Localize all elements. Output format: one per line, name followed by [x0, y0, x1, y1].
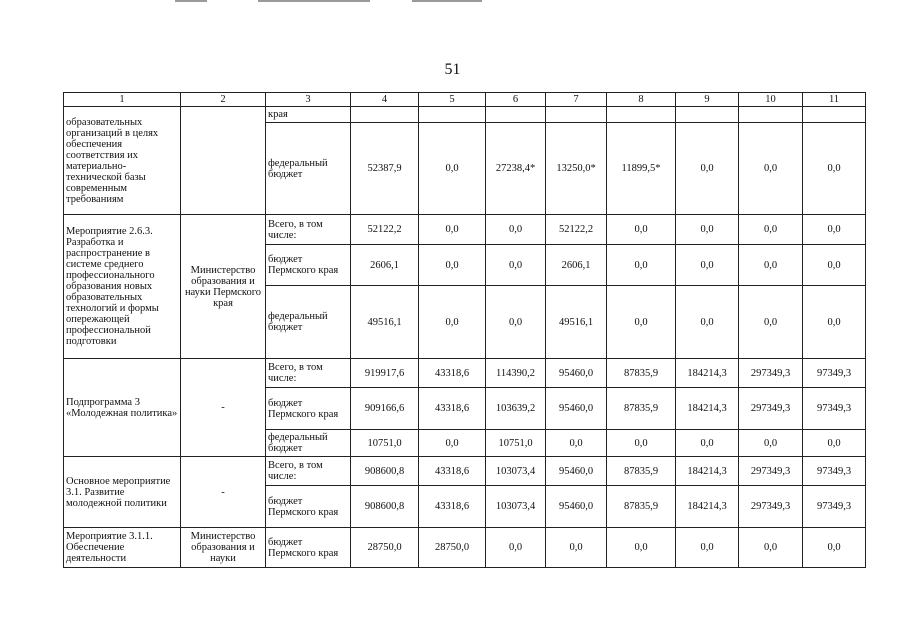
value-cell: 919917,6	[351, 359, 419, 388]
value-cell: 28750,0	[351, 528, 419, 568]
value-cell: 49516,1	[546, 286, 607, 359]
value-cell: 95460,0	[546, 359, 607, 388]
value-cell: 0,0	[739, 430, 803, 457]
measure-name-cell: Основное мероприятие 3.1. Развитие молодежной политики	[64, 457, 181, 528]
executor-cell: -	[181, 457, 266, 528]
value-cell: 184214,3	[676, 457, 739, 486]
funding-source-cell: Всего, в том числе:	[266, 457, 351, 486]
value-cell: 52122,2	[546, 215, 607, 245]
funding-source-cell: федеральный бюджет	[266, 286, 351, 359]
value-cell: 87835,9	[607, 388, 676, 430]
value-cell: 0,0	[419, 215, 486, 245]
value-cell: 0,0	[803, 123, 866, 215]
value-cell: 297349,3	[739, 486, 803, 528]
value-cell: 0,0	[739, 123, 803, 215]
value-cell: 0,0	[486, 245, 546, 286]
value-cell: 103073,4	[486, 486, 546, 528]
value-cell: 0,0	[486, 215, 546, 245]
page-number: 51	[444, 61, 461, 78]
funding-source-cell: бюджет Пермского края	[266, 245, 351, 286]
value-cell: 2606,1	[546, 245, 607, 286]
value-cell: 184214,3	[676, 486, 739, 528]
value-cell: 0,0	[607, 286, 676, 359]
executor-cell: Министерство образования и науки Пермского края	[181, 215, 266, 359]
value-cell: 0,0	[803, 286, 866, 359]
value-cell: 27238,4*	[486, 123, 546, 215]
executor-cell	[181, 107, 266, 215]
value-cell: 87835,9	[607, 359, 676, 388]
value-cell: 0,0	[803, 215, 866, 245]
value-cell: 0,0	[607, 528, 676, 568]
value-cell: 97349,3	[803, 359, 866, 388]
header-cell: 2	[181, 93, 266, 107]
header-cell: 9	[676, 93, 739, 107]
value-cell: 52122,2	[351, 215, 419, 245]
value-cell: 0,0	[676, 245, 739, 286]
funding-source-cell: Всего, в том числе:	[266, 359, 351, 388]
value-cell: 114390,2	[486, 359, 546, 388]
value-cell: 0,0	[607, 430, 676, 457]
value-cell: 52387,9	[351, 123, 419, 215]
header-cell: 8	[607, 93, 676, 107]
value-cell: 0,0	[546, 430, 607, 457]
measure-name-cell: образовательных организаций в целях обеспечения соответствия их материально-технической базы современным требованиям	[64, 107, 181, 215]
value-cell: 184214,3	[676, 388, 739, 430]
measure-name-cell: Мероприятие 2.6.3. Разработка и распространение в системе среднего профессионального образования новых образовательных технологий и формы опережающей профессиональной подготовки	[64, 215, 181, 359]
value-cell: 0,0	[676, 123, 739, 215]
value-cell: 97349,3	[803, 388, 866, 430]
value-cell: 43318,6	[419, 457, 486, 486]
value-cell: 0,0	[486, 528, 546, 568]
measure-name-cell: Мероприятие 3.1.1. Обеспечение деятельности	[64, 528, 181, 568]
value-cell: 95460,0	[546, 486, 607, 528]
value-cell: 0,0	[739, 286, 803, 359]
value-cell	[676, 107, 739, 123]
funding-source-cell: края	[266, 107, 351, 123]
funding-source-cell: бюджет Пермского края	[266, 528, 351, 568]
value-cell: 97349,3	[803, 457, 866, 486]
value-cell: 297349,3	[739, 359, 803, 388]
value-cell: 43318,6	[419, 359, 486, 388]
funding-source-cell: бюджет Пермского края	[266, 388, 351, 430]
value-cell: 297349,3	[739, 457, 803, 486]
value-cell	[607, 107, 676, 123]
value-cell: 0,0	[546, 528, 607, 568]
table-row	[64, 528, 866, 568]
value-cell: 49516,1	[351, 286, 419, 359]
header-cell: 1	[64, 93, 181, 107]
scan-artifact	[258, 0, 370, 2]
value-cell: 28750,0	[419, 528, 486, 568]
executor-cell: Министерство образования и науки	[181, 528, 266, 568]
value-cell: 43318,6	[419, 388, 486, 430]
value-cell: 13250,0*	[546, 123, 607, 215]
value-cell: 2606,1	[351, 245, 419, 286]
budget-table	[63, 92, 866, 568]
value-cell: 0,0	[676, 286, 739, 359]
value-cell: 184214,3	[676, 359, 739, 388]
value-cell: 0,0	[803, 528, 866, 568]
funding-source-cell: Всего, в том числе:	[266, 215, 351, 245]
header-cell: 10	[739, 93, 803, 107]
value-cell: 0,0	[419, 430, 486, 457]
value-cell: 10751,0	[351, 430, 419, 457]
value-cell: 87835,9	[607, 486, 676, 528]
value-cell: 297349,3	[739, 388, 803, 430]
value-cell: 10751,0	[486, 430, 546, 457]
value-cell	[739, 107, 803, 123]
value-cell: 0,0	[739, 528, 803, 568]
value-cell: 0,0	[676, 430, 739, 457]
value-cell: 0,0	[419, 245, 486, 286]
value-cell: 0,0	[803, 245, 866, 286]
value-cell	[546, 107, 607, 123]
value-cell: 0,0	[676, 215, 739, 245]
value-cell: 0,0	[676, 528, 739, 568]
value-cell: 103639,2	[486, 388, 546, 430]
header-cell: 6	[486, 93, 546, 107]
funding-source-cell: федеральный бюджет	[266, 430, 351, 457]
header-row	[64, 93, 866, 107]
header-cell: 3	[266, 93, 351, 107]
table-row	[64, 457, 866, 486]
executor-cell: -	[181, 359, 266, 457]
value-cell	[803, 107, 866, 123]
value-cell: 87835,9	[607, 457, 676, 486]
value-cell	[486, 107, 546, 123]
header-cell: 7	[546, 93, 607, 107]
header-cell: 5	[419, 93, 486, 107]
value-cell: 0,0	[419, 286, 486, 359]
value-cell: 97349,3	[803, 486, 866, 528]
value-cell: 103073,4	[486, 457, 546, 486]
measure-name-cell: Подпрограмма 3 «Молодежная политика»	[64, 359, 181, 457]
value-cell: 0,0	[739, 215, 803, 245]
value-cell: 95460,0	[546, 388, 607, 430]
value-cell: 0,0	[607, 245, 676, 286]
value-cell: 0,0	[739, 245, 803, 286]
scan-artifact	[175, 0, 207, 2]
value-cell: 95460,0	[546, 457, 607, 486]
value-cell: 0,0	[486, 286, 546, 359]
value-cell	[419, 107, 486, 123]
value-cell: 0,0	[803, 430, 866, 457]
header-cell: 11	[803, 93, 866, 107]
funding-source-cell: федеральный бюджет	[266, 123, 351, 215]
header-cell: 4	[351, 93, 419, 107]
funding-source-cell: бюджет Пермского края	[266, 486, 351, 528]
value-cell: 908600,8	[351, 457, 419, 486]
value-cell: 0,0	[607, 215, 676, 245]
scan-artifact	[412, 0, 482, 2]
value-cell: 43318,6	[419, 486, 486, 528]
value-cell: 909166,6	[351, 388, 419, 430]
table-row	[64, 359, 866, 388]
value-cell: 908600,8	[351, 486, 419, 528]
table-row	[64, 107, 866, 123]
table-row	[64, 215, 866, 245]
value-cell	[351, 107, 419, 123]
value-cell: 11899,5*	[607, 123, 676, 215]
value-cell: 0,0	[419, 123, 486, 215]
